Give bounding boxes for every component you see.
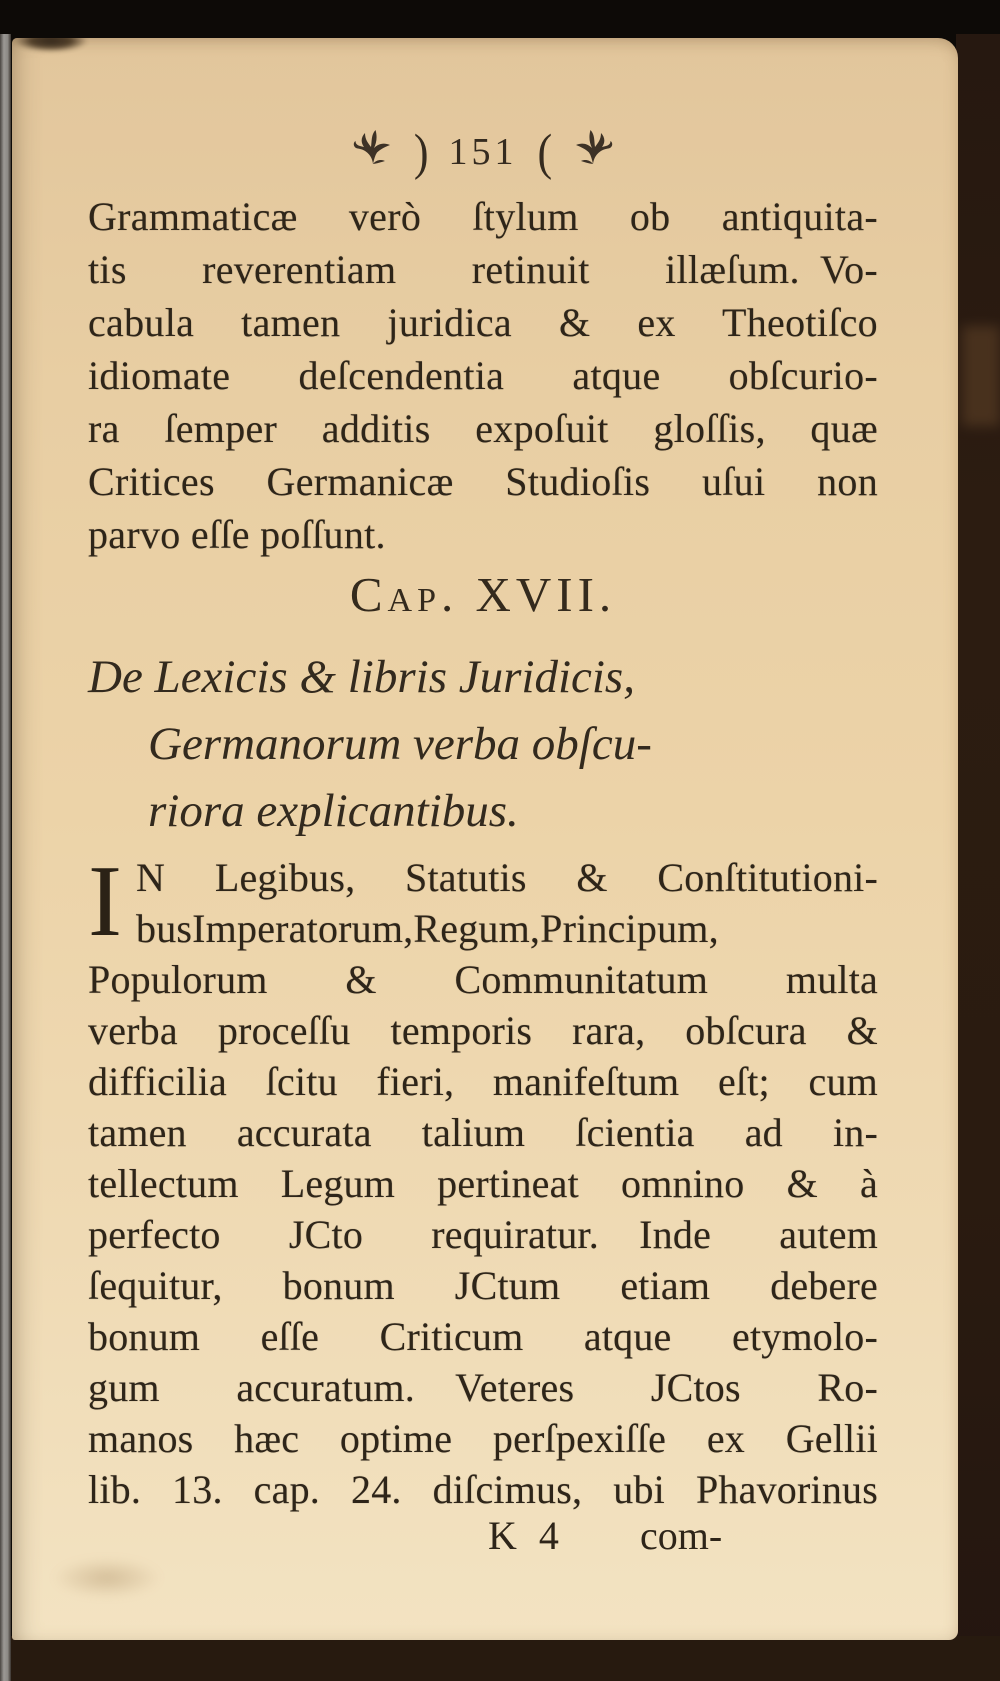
paper-stain [52,1558,162,1598]
chapter-subtitle [88,644,878,845]
text-line: verba proceſſu temporis rara, obſcura & [88,1008,878,1053]
text-line: perfecto JCto requiratur. Inde autem [88,1212,878,1257]
scanner-edge-strip [0,34,11,1681]
text-line: difficilia ſcitu fieri, manifeſtum eſt; cum [88,1059,878,1104]
text-line: idiomate deſcendentia atque obſcurio- [88,353,878,398]
text-line: ſequitur, bonum JCtum etiam debere [88,1263,878,1308]
fore-edge-highlight [962,326,1000,426]
subtitle-line: De Lexicis & libris Juridicis, [88,651,635,703]
subtitle-line: riora explicantibus. [148,785,519,837]
text-line: tamen accurata talium ſcientia ad in- [88,1110,878,1155]
chapter-heading: Cap. XVII. [349,567,617,622]
catchword: com- [640,1513,723,1558]
text-line: lib. 13. cap. 24. diſcimus, ubi Phavorinus [88,1467,878,1512]
page-footer [88,1512,878,1564]
page-paper [12,38,958,1640]
signature-mark: K 4 [488,1513,565,1558]
subtitle-line: Germanorum verba obſcu- [148,718,652,770]
drop-cap-initial: I [88,845,123,958]
page-header [88,123,878,181]
text-line: manos hæc optime perſpexiſſe ex Gellii [88,1416,878,1461]
page-number: 151 [448,131,518,173]
text-line: busImperatorum,Regum,Principum, [136,906,719,951]
paragraph-2 [88,845,878,1515]
book-bottom-edge [0,1636,1000,1681]
text-line: tellectum Legum pertineat omnino & à [88,1161,878,1206]
header-open-bracket: ) [413,123,429,181]
text-line: Critices Germanicæ Studioſis uſui non [88,459,878,504]
text-line: parvo eſſe poſſunt. [88,512,386,557]
text-line: cabula tamen juridica & ex Theotiſco [88,300,878,345]
fleuron-leaf-icon [572,129,614,176]
text-line: Populorum & Communitatum multa [88,957,878,1002]
header-close-bracket: ( [537,123,553,181]
fleuron-leaf-icon [352,129,394,176]
paragraph-1 [88,190,878,561]
book-fore-edge [956,34,1000,1681]
text-line: gum accuratum. Veteres JCtos Ro- [88,1365,878,1410]
text-line: bonum eſſe Criticum atque etymolo- [88,1314,878,1359]
text-line: tis reverentiam retinuit illæſum. Vo- [88,247,878,292]
text-line: ra ſemper additis expoſuit gloſſis, quæ [88,406,878,451]
text-line: N Legibus, Statutis & Conſtitutioni- [136,855,878,900]
ink-smudge [14,38,88,52]
text-line: Grammaticæ verò ſtylum ob antiquita- [88,194,878,239]
